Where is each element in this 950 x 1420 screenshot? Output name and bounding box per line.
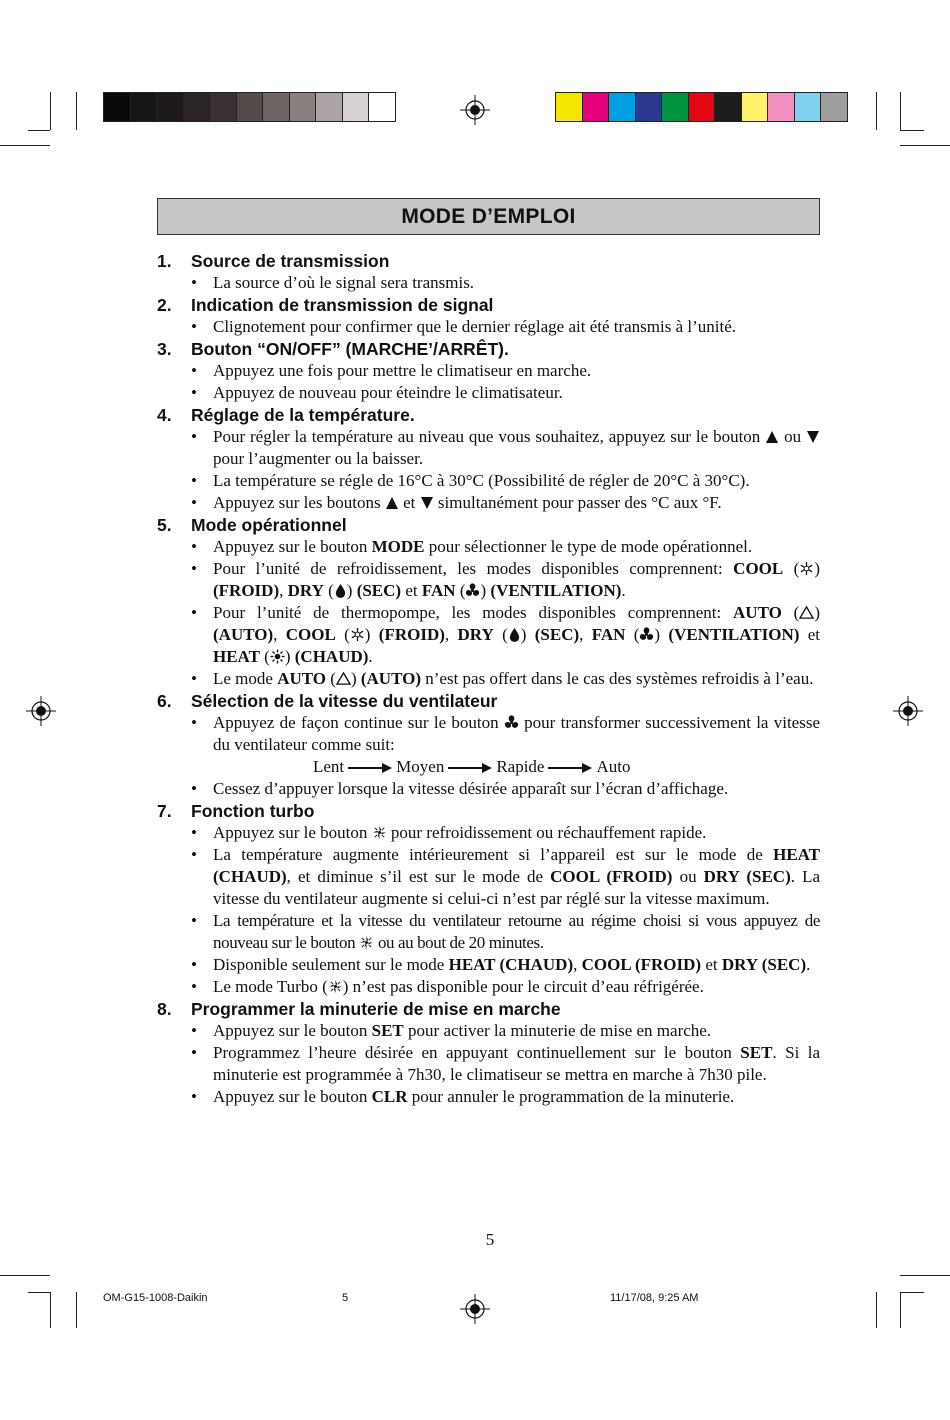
section-3 [157,338,820,404]
registration-mark-icon [26,696,56,726]
ventilation-label: (VENTILATION) [668,625,800,644]
cool-label: COOL (FROID) [581,955,702,974]
text: , et diminue s’il est sur le mode de [286,867,544,886]
bullet-item [157,844,820,910]
section-number: 2. [157,295,172,315]
color-swatch [316,93,343,121]
text: et [705,955,718,974]
section-title: Réglage de la température. [191,405,415,425]
section-title: Bouton “ON/OFF” (MARCHE’/ARRÊT). [191,339,509,359]
text: Appuyez sur le bouton [213,1021,368,1040]
section-4 [157,404,820,514]
section-number: 3. [157,339,172,359]
section-number: 7. [157,801,172,821]
crop-mark [0,145,50,146]
heat-label: HEAT (CHAUD) [448,955,574,974]
crop-mark [900,1292,924,1293]
color-swatch [237,93,264,121]
cool-label: COOL (FROID) [550,867,673,886]
section-heading [157,800,820,822]
text: et [405,581,418,600]
crop-mark [0,1275,50,1276]
text: La température et la vitesse du ventilateur retourne au régime choisi si vous appuyez de nouveau sur le bouton [213,911,820,952]
bullet-item [157,954,820,976]
color-swatch [609,93,636,121]
instructions-content [157,250,820,1108]
color-swatch [636,93,663,121]
bullet-item: • Cessez d’appuyer lorsque la vitesse désirée apparaît sur l’écran d’affichage. [157,778,820,800]
text: La température augmente intérieurement si l’appareil est sur le mode de [213,845,763,864]
color-swatch [742,93,769,121]
color-swatch [263,93,290,121]
crop-mark [76,1292,77,1328]
section-number: 1. [157,251,172,271]
text: Le mode [213,669,273,688]
chaud-label: (CHAUD) [294,647,369,666]
bullet-item [157,1042,820,1086]
heat-label: HEAT (CHAUD) [213,845,821,886]
down-arrow-icon [806,430,820,444]
auto-label: (AUTO) [213,625,274,644]
color-swatch [556,93,583,121]
text: ou au bout de 20 minutes. [377,933,544,952]
text: Appuyez sur le bouton [213,537,368,556]
section-heading [157,338,820,360]
text: Le mode Turbo ( [213,977,328,996]
section-title: Programmer la minuterie de mise en marche [191,999,561,1019]
bullet-item: • Clignotement pour confirmer que le dernier réglage ait été transmis à l’unité. [157,316,820,338]
fan-icon [504,715,519,730]
text: Appuyez sur le bouton [213,1087,368,1106]
auto-triangle-icon [336,671,351,686]
section-number: 4. [157,405,172,425]
text: Appuyez sur le bouton [213,823,368,842]
crop-mark [28,130,50,131]
text: pour transformer successivement la vitesse du ventilateur comme suit: [213,713,820,754]
section-heading [157,404,820,426]
right-arrow-icon [448,763,492,773]
bullet-item: • Le mode AUTO ( ) (AUTO) n’est pas offert dans le cas des systèmes refroidis à l’eau. [157,668,820,690]
text: ou [679,867,697,886]
froid-label: (FROID) [378,625,445,644]
bullet-item [157,536,820,558]
text: et [403,493,416,512]
section-heading [157,250,820,272]
bullet-item: • Appuyez de nouveau pour éteindre le climatisateur. [157,382,820,404]
page-title: MODE D’EMPLOI [401,205,576,228]
section-heading [157,690,820,712]
dry-label: DRY (SEC) [721,955,807,974]
up-arrow-icon [765,430,779,444]
text: . [806,955,811,974]
color-swatch [795,93,822,121]
bullet-item [157,910,820,954]
sec-label: (SEC) [534,625,580,644]
turbo-icon [359,935,374,950]
up-arrow-icon [385,496,399,510]
section-6 [157,690,820,800]
speed-label: Moyen [396,757,445,776]
page-number: 5 [485,1230,495,1249]
sun-icon [270,649,285,664]
crop-mark [50,1292,51,1328]
crop-mark [900,1275,950,1276]
fan-icon [465,583,480,598]
color-swatch [583,93,610,121]
section-title: Sélection de la vitesse du ventilateur [191,691,498,711]
bullet-item [157,1086,820,1108]
turbo-icon [372,825,387,840]
section-number: 8. [157,999,172,1019]
water-drop-icon [334,583,347,598]
text: Programmez l’heure désirée en appuyant continuellement sur le bouton [213,1043,732,1062]
footer-document-id: OM-G15-1008-Daikin [103,1292,208,1304]
bullet-item [157,1020,820,1042]
bullet-item [157,426,820,470]
dry-label: DRY [457,625,494,644]
fan-icon [639,627,654,642]
dry-label: DRY (SEC) [703,867,791,886]
cool-label: COOL [285,625,336,644]
color-swatch [290,93,317,121]
speed-label: Rapide [496,757,545,776]
dry-label: DRY [287,581,324,600]
cool-label: COOL [733,559,784,578]
bullet-item: • La source d’où le signal sera transmis. [157,272,820,294]
crop-mark [900,145,950,146]
footer-timestamp: 11/17/08, 9:25 AM [610,1292,699,1304]
crop-mark [28,1292,50,1293]
section-heading [157,998,820,1020]
text: Pour l’unité de refroidissement, les modes disponibles comprennent: [213,559,723,578]
crop-mark [900,92,901,130]
water-drop-icon [508,627,521,642]
froid-label: (FROID) [213,581,280,600]
color-swatch [689,93,716,121]
auto-triangle-icon [799,605,814,620]
text: pour annuler le programmation de la minuterie. [411,1087,735,1106]
grey-calibration-bar [103,92,396,122]
section-title: Mode opérationnel [191,515,347,535]
section-number: 6. [157,691,172,711]
section-title: Indication de transmission de signal [191,295,494,315]
text: n’est pas offert dans le cas des systèmes refroidis à l’eau. [425,669,814,688]
bullet-item [157,822,820,844]
text: pour refroidissement ou réchauffement rapide. [390,823,707,842]
text: simultanément pour passer des °C aux °F. [437,493,722,512]
text: pour sélectionner le type de mode opérationnel. [428,537,753,556]
bullet-item: • Pour l’unité de thermopompe, les modes disponibles comprennent: AUTO ( ) (AUTO), COOL ( ) (FROID), DRY ( ) (SEC), FAN ( ) (VENTILATION) et HEAT ( ) (CHAUD). [157,602,820,668]
fan-label: FAN [421,581,456,600]
registration-mark-icon [460,1294,490,1324]
section-title: Fonction turbo [191,801,315,821]
color-swatch [662,93,689,121]
set-button-label: SET [371,1021,404,1040]
section-8 [157,998,820,1108]
auto-label: AUTO [277,669,327,688]
section-heading [157,514,820,536]
color-swatch [210,93,237,121]
bullet-item [157,976,820,998]
section-1 [157,250,820,294]
color-swatch [821,93,847,121]
color-swatch [157,93,184,121]
color-calibration-bar [555,92,848,122]
title-box [157,198,820,235]
bullet-item: • Appuyez une fois pour mettre le climatiseur en marche. [157,360,820,382]
bullet-item: • La température se régle de 16°C à 30°C (Possibilité de régler de 20°C à 30°C). [157,470,820,492]
text: Disponible seulement sur le mode [213,955,445,974]
snowflake-icon [350,627,365,642]
footer-page-number: 5 [342,1292,349,1304]
section-5 [157,514,820,690]
text: ) n’est pas disponible pour le circuit d’eau réfrigérée. [342,977,704,996]
auto-label: AUTO [733,603,782,622]
text: pour activer la minuterie de mise en marche. [408,1021,712,1040]
heat-label: HEAT [213,647,260,666]
crop-mark [76,92,77,130]
clr-button-label: CLR [371,1087,408,1106]
text: ou [784,427,802,446]
speed-label: Auto [596,757,631,776]
color-swatch [768,93,795,121]
right-arrow-icon [548,763,592,773]
fan-label: FAN [591,625,626,644]
section-7 [157,800,820,998]
text: et [807,625,821,644]
bullet-item [157,712,820,756]
text: pour l’augmenter ou la baisser. [213,449,424,468]
color-swatch [715,93,742,121]
snowflake-icon [799,561,814,576]
text: Pour l’unité de thermopompe, les modes disponibles comprennent: [213,603,722,622]
text: . Si la minuterie est programmée à 7h30, le climatiseur se mettra en marche à 7h30 pile. [213,1043,821,1084]
sec-label: (SEC) [356,581,402,600]
text: , [573,955,578,974]
ventilation-label: (VENTILATION) [490,581,622,600]
crop-mark [876,1292,877,1328]
speed-label: Lent [313,757,345,776]
color-swatch [184,93,211,121]
registration-mark-icon [460,95,490,125]
turbo-icon [328,979,343,994]
section-title: Source de transmission [191,251,390,271]
color-swatch [104,93,131,121]
crop-mark [900,130,924,131]
bullet-item [157,492,820,514]
crop-mark [50,92,51,130]
down-arrow-icon [420,496,434,510]
color-swatch [343,93,370,121]
bullet-item: • Pour l’unité de refroidissement, les modes disponibles comprennent: COOL ( ) (FROID), DRY ( ) (SEC) et FAN ( ) (VENTILATION). [157,558,820,602]
text: . La vitesse du ventilateur augmente si celui-ci n’est par réglé sur la vitesse maximum. [213,867,821,908]
text: Appuyez sur les boutons [213,493,381,512]
text: Appuyez de façon continue sur le bouton [213,713,499,732]
section-2 [157,294,820,338]
section-heading [157,294,820,316]
right-arrow-icon [348,763,392,773]
text: Pour régler la température au niveau que vous souhaitez, appuyez sur le bouton [213,427,761,446]
section-number: 5. [157,515,172,535]
auto-label: (AUTO) [360,669,421,688]
crop-mark [900,1292,901,1328]
fan-speed-sequence [157,756,820,778]
color-swatch [369,93,395,121]
registration-mark-icon [893,696,923,726]
set-button-label: SET [740,1043,773,1062]
crop-mark [876,92,877,130]
color-swatch [131,93,158,121]
mode-button-label: MODE [371,537,425,556]
